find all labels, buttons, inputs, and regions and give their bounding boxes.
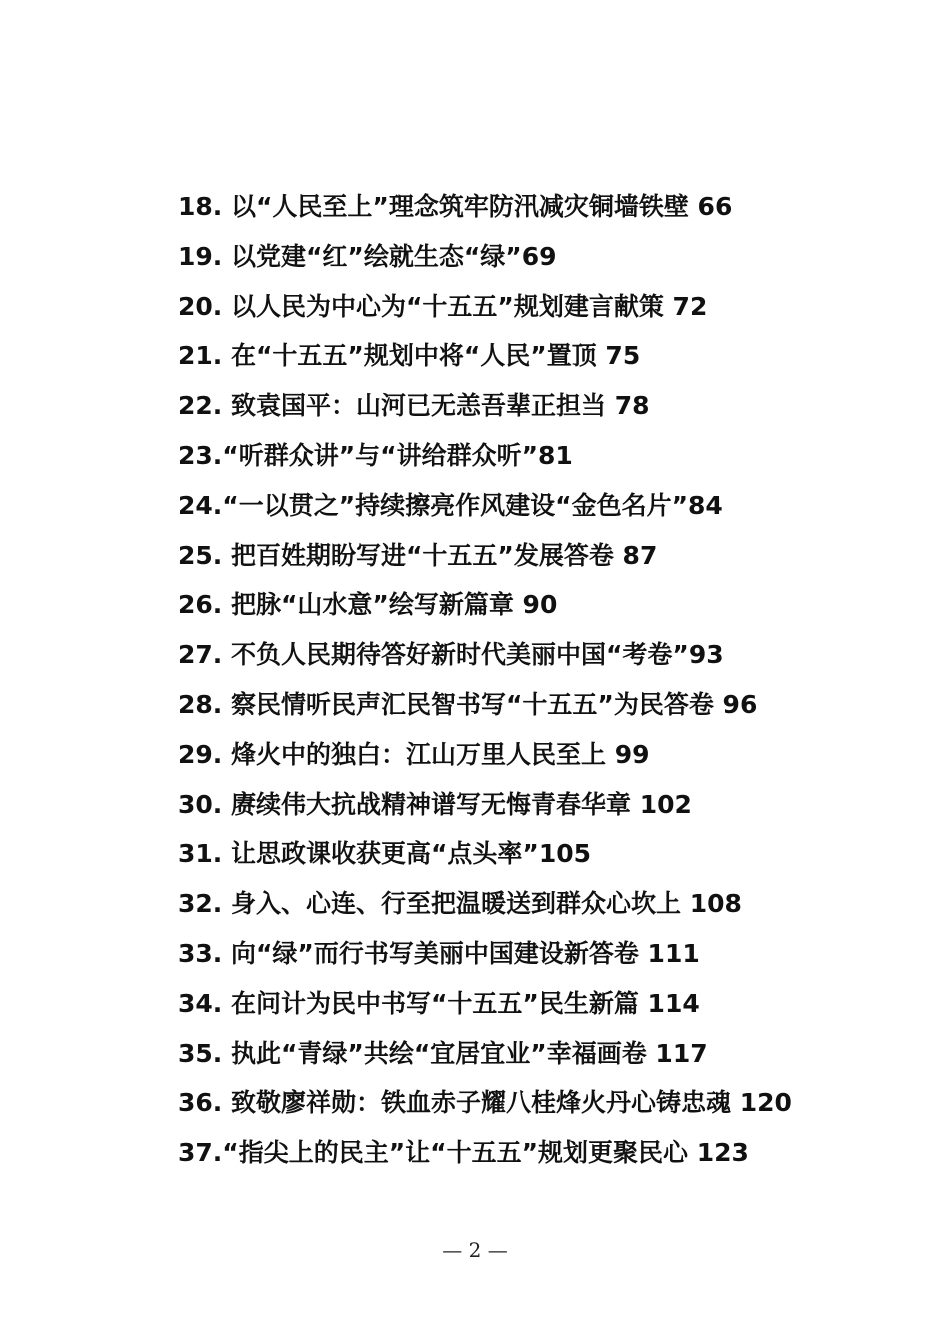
toc-entry[interactable]: 19. 以党建“红”绘就生态“绿”69	[178, 241, 557, 271]
table-of-contents	[178, 182, 792, 1178]
toc-entry[interactable]: 35. 执此“青绿”共绘“宜居宜业”幸福画卷 117	[178, 1038, 708, 1068]
toc-entry[interactable]: 21. 在“十五五”规划中将“人民”置顶 75	[178, 341, 641, 371]
toc-entry[interactable]: 37.“指尖上的民主”让“十五五”规划更聚民心 123	[178, 1138, 749, 1168]
toc-entry[interactable]: 34. 在问计为民中书写“十五五”民生新篇 114	[178, 988, 700, 1018]
toc-entry[interactable]: 27. 不负人民期待答好新时代美丽中国“考卷”93	[178, 640, 724, 670]
toc-entry[interactable]: 32. 身入、心连、行至把温暖送到群众心坎上 108	[178, 889, 742, 919]
toc-entry[interactable]: 28. 察民情听民声汇民智书写“十五五”为民答卷 96	[178, 689, 758, 719]
toc-entry[interactable]: 25. 把百姓期盼写进“十五五”发展答卷 87	[178, 540, 658, 570]
toc-entry[interactable]: 23.“听群众讲”与“讲给群众听”81	[178, 440, 573, 470]
toc-entry[interactable]: 26. 把脉“山水意”绘写新篇章 90	[178, 590, 558, 620]
page-number: — 2 —	[442, 1238, 508, 1262]
toc-entry[interactable]: 31. 让思政课收获更高“点头率”105	[178, 839, 592, 869]
toc-entry[interactable]: 24.“一以贯之”持续擦亮作风建设“金色名片”84	[178, 490, 723, 520]
toc-entry[interactable]: 29. 烽火中的独白：江山万里人民至上 99	[178, 739, 650, 769]
toc-entry[interactable]: 36. 致敬廖祥勋：铁血赤子耀八桂烽火丹心铸忠魂 120	[178, 1088, 792, 1118]
toc-entry[interactable]: 20. 以人民为中心为“十五五”规划建言献策 72	[178, 291, 708, 321]
toc-entry[interactable]: 18. 以“人民至上”理念筑牢防汛减灾铜墙铁壁 66	[178, 192, 733, 221]
toc-entry[interactable]: 22. 致袁国平：山河已无恙吾辈正担当 78	[178, 391, 650, 421]
toc-entry[interactable]: 30. 赓续伟大抗战精神谱写无悔青春华章 102	[178, 789, 692, 819]
toc-entry[interactable]: 33. 向“绿”而行书写美丽中国建设新答卷 111	[178, 938, 700, 968]
